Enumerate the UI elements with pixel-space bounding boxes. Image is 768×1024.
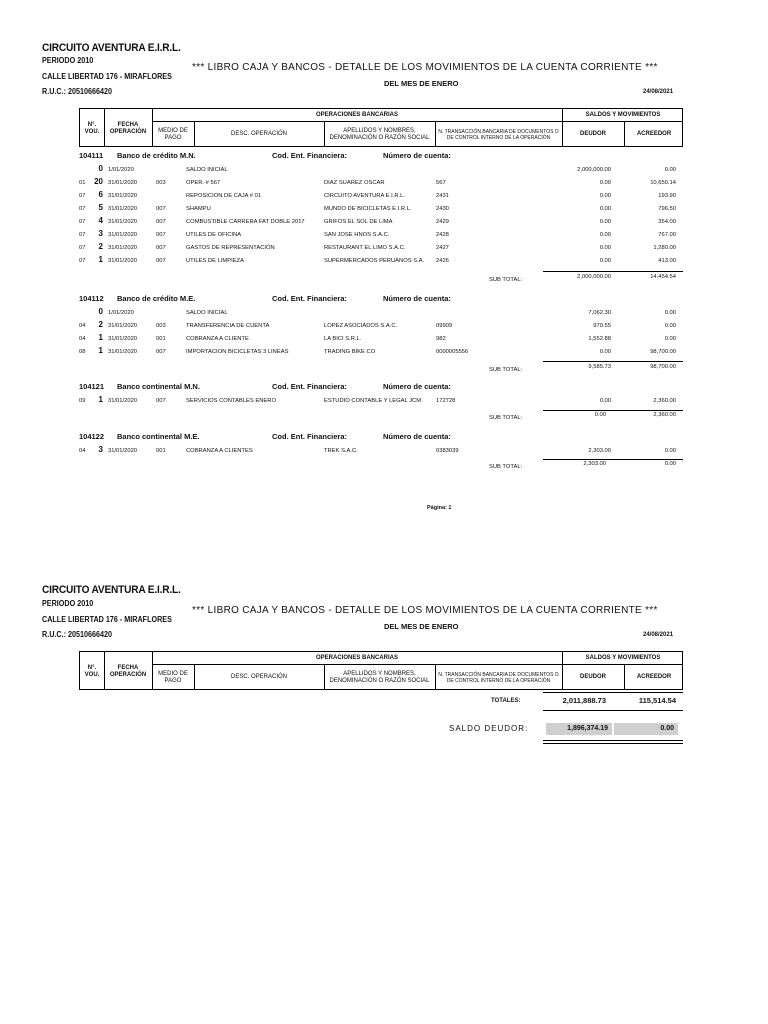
account-cod-label: Cod. Ent. Financiera:	[272, 151, 348, 160]
table-row: 01 20 31/01/2020 003 OPER. # 567 DIAZ SUAREZ OSCAR 567 0.00 10,650.14	[79, 177, 676, 186]
table-row: 07 6 31/01/2020 REPOSICION DE CAJA # 01 CIRCUITO AVENTURA E.I.R.L. 2431 0.00 193.90	[79, 190, 676, 199]
table-row: 09 1 31/01/2020 007 SERVICIOS CONTABLES ENERO ESTUDIO CONTABLE Y LEGAL JCM 172728 0.00 2,360.00	[79, 395, 676, 404]
saldo-deudor: 1,896,374.19	[567, 725, 608, 732]
account-code: 104122	[79, 432, 105, 441]
col-deudor: DEUDOR	[579, 674, 606, 680]
company-name: CIRCUITO AVENTURA E.I.R.L.	[42, 42, 181, 54]
col-medio: MEDIO DE PAGO	[158, 127, 188, 141]
col-group-saldos: SALDOS Y MOVIMIENTOS	[585, 111, 661, 118]
table-row: 07 3 31/01/2020 007 UTILES DE OFICINA SAN JOSE HNOS S.A.C. 2428 0.00 767.00	[79, 229, 676, 238]
account-code: 104112	[79, 294, 104, 303]
totals-deudor: 2,011,888.73	[562, 696, 606, 705]
report-date: 24/08/2021	[643, 89, 674, 95]
col-fecha: FECHA OPERACIÓN	[109, 664, 147, 678]
period: PERIODO 2010	[42, 599, 94, 608]
report-date: 24/08/2021	[643, 632, 674, 638]
col-acreedor: ACREEDOR	[636, 131, 672, 137]
saldo-label: SALDO DEUDOR:	[449, 724, 529, 733]
report-subtitle: DEL MES DE ENERO	[384, 622, 459, 631]
account-header	[0, 151, 768, 163]
subtotal-row: SUB TOTAL: 9,585.73 98,700.00	[489, 364, 676, 373]
table-row: 04 1 31/01/2020 001 COBRANZA A CLIENTE LA BICI S.R.L. 982 1,552.88 0.00	[79, 333, 676, 342]
subtotal-rule	[543, 410, 683, 411]
col-no-vou: N°. VOU.	[84, 664, 100, 678]
col-desc: DESC. OPERACIÓN	[230, 674, 287, 680]
ruc: R.U.C.: 20510666420	[42, 87, 113, 96]
column-header-table	[79, 651, 683, 690]
account-num-label: Número de cuenta:	[383, 294, 451, 303]
subtotal-row: SUB TOTAL: 2,000,000.00 14,454.54	[489, 274, 676, 283]
col-group-operaciones: OPERACIONES BANCARIAS	[315, 654, 398, 661]
col-group-saldos: SALDOS Y MOVIMIENTOS	[585, 654, 661, 661]
account-code: 104121	[79, 382, 105, 391]
saldo-acreedor: 0.00	[660, 725, 674, 732]
table-row: 04 3 31/01/2020 001 COBRANZA A CLIENTES TREK S.A.C. 0383039 2,303.00 0.00	[79, 445, 676, 454]
account-num-label: Número de cuenta:	[383, 432, 451, 441]
address: CALLE LIBERTAD 176 - MIRAFLORES	[42, 72, 172, 81]
col-ntrans: N. TRANSACCIÓN BANCARIA DE DOCUMENTOS O DE CONTROL INTERNO DE LA OPERACIÓN	[438, 671, 559, 684]
totals-rule	[543, 710, 683, 711]
table-row: 04 2 31/01/2020 003 TRANSFERENCIA DE CUENTA LOPEZ ASOCIADOS S.A.C. 09909 970.55 0.00	[79, 320, 676, 329]
table-row: 0 1/01/2020 SALDO INICIAL 2,000,000.00 0.00	[98, 164, 676, 173]
totals-label: TOTALES:	[491, 698, 521, 704]
table-row: 07 5 31/01/2020 007 SHAMPU MUNDO DE BICICLETAS E.I.R.L. 2430 0.00 796.50	[79, 203, 676, 212]
account-cod-label: Cod. Ent. Financiera:	[272, 432, 348, 441]
account-name: Banco continental M.E.	[117, 432, 200, 441]
table-row: 07 4 31/01/2020 007 COMBUSTIBLE CARRERA FAT DOBLE 2017 GRIFOS EL SOL DE LIMA 2429 0.00 354.00	[79, 216, 676, 225]
page-number: Página: 1	[427, 505, 452, 511]
report-title: *** LIBRO CAJA Y BANCOS - DETALLE DE LOS MOVIMIENTOS DE LA CUENTA CORRIENTE ***	[192, 62, 658, 73]
col-ntrans: N. TRANSACCIÓN BANCARIA DE DOCUMENTOS O DE CONTROL INTERNO DE LA OPERACIÓN	[438, 128, 559, 141]
report-title: *** LIBRO CAJA Y BANCOS - DETALLE DE LOS MOVIMIENTOS DE LA CUENTA CORRIENTE ***	[192, 605, 658, 616]
table-row: 07 1 31/01/2020 007 UTILES DE LIMPIEZA SUPERMERCADOS PERUANOS S.A. 2426 0.00 413.00	[79, 255, 676, 264]
account-header	[0, 382, 768, 394]
col-group-operaciones: OPERACIONES BANCARIAS	[315, 111, 398, 118]
table-row: 07 2 31/01/2020 007 GASTOS DE REPRESENTACIÓN RESTAURANT EL LIMO S.A.C. 2427 0.00 1,280.00	[79, 242, 676, 251]
subtotal-rule	[543, 361, 683, 362]
account-header	[0, 432, 768, 444]
account-num-label: Número de cuenta:	[383, 151, 451, 160]
col-apellidos: APELLIDOS Y NOMBRES, DENOMINACIÓN O RAZÓN SOCIAL	[329, 670, 430, 684]
double-rule	[543, 740, 683, 741]
report-subtitle: DEL MES DE ENERO	[384, 79, 459, 88]
period: PERIODO 2010	[42, 56, 94, 65]
col-desc: DESC. OPERACIÓN	[230, 131, 287, 137]
account-cod-label: Cod. Ent. Financiera:	[272, 294, 348, 303]
company-name: CIRCUITO AVENTURA E.I.R.L.	[42, 584, 181, 596]
subtotal-rule	[543, 459, 683, 460]
double-rule	[543, 743, 683, 744]
account-name: Banco continental M.N.	[117, 382, 200, 391]
totals-acreedor: 115,514.54	[638, 696, 676, 705]
col-fecha: FECHA OPERACIÓN	[109, 121, 147, 135]
table-row: 0 1/01/2020 SALDO INICIAL 7,062.30 0.00	[98, 307, 676, 316]
totals-rule	[543, 692, 683, 693]
account-header	[0, 294, 768, 306]
subtotal-rule	[543, 271, 683, 272]
account-cod-label: Cod. Ent. Financiera:	[272, 382, 348, 391]
subtotal-row: SUB TOTAL: 0.00 2,360.00	[489, 412, 676, 421]
col-acreedor: ACREEDOR	[636, 674, 672, 680]
account-code: 104111	[79, 151, 104, 160]
column-header-table	[79, 108, 683, 147]
col-apellidos: APELLIDOS Y NOMBRES, DENOMINACIÓN O RAZÓN SOCIAL	[329, 127, 430, 141]
account-name: Banco de crédito M.E.	[117, 294, 196, 303]
account-name: Banco de crédito M.N.	[117, 151, 196, 160]
col-deudor: DEUDOR	[579, 131, 606, 137]
table-row: 08 1 31/01/2020 007 IMPORTACION BICICLETAS 3 LINEAS TRADING BIKE CO 0000005556 0.00 98,700.00	[79, 346, 676, 355]
col-medio: MEDIO DE PAGO	[158, 670, 188, 684]
subtotal-row: SUB TOTAL: 2,303.00 0.00	[489, 461, 676, 470]
account-num-label: Número de cuenta:	[383, 382, 451, 391]
ruc: R.U.C.: 20510666420	[42, 630, 113, 639]
address: CALLE LIBERTAD 176 - MIRAFLORES	[42, 615, 172, 624]
col-no-vou: N°. VOU.	[84, 121, 100, 135]
